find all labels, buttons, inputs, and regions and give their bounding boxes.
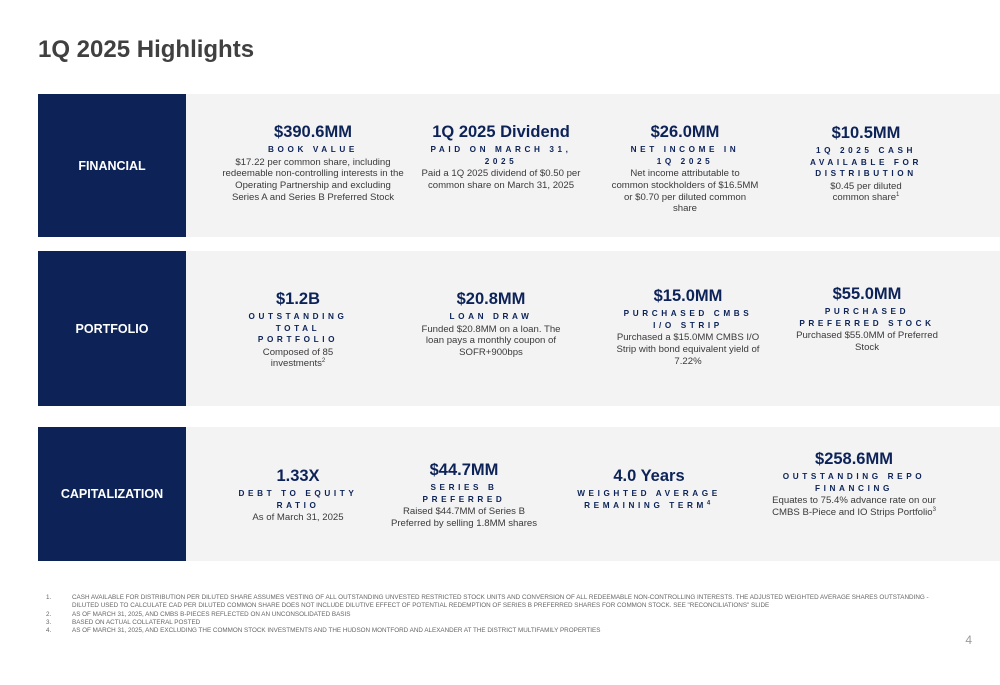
metric-label: DEBT TO EQUITY RATIO [238,489,358,510]
metric-cmbs-io-strip [606,286,770,367]
metric-label: PAID ON MARCH 31, 2025 [430,145,572,166]
footnote-item [46,627,946,635]
metric-description-text: Composed of 85 investments [262,346,334,370]
footnote-text: BASED ON ACTUAL COLLATERAL POSTED [72,618,201,626]
metric-value: $15.0MM [653,287,723,305]
metric-value: $1.2B [275,290,321,308]
page-title: 1Q 2025 Highlights [38,36,255,63]
portfolio-row [38,251,1000,406]
metric-description: Purchased $55.0MM of Preferred Stock [796,330,938,353]
financial-row [38,94,1000,237]
metric-label: OUTSTANDING REPO FINANCING [782,472,926,493]
metric-label: OUTSTANDING TOTAL PORTFOLIO [248,312,348,344]
metric-value: $44.7MM [429,461,499,479]
footnote-number: 1. [46,594,52,601]
page-number: 4 [965,633,972,647]
capitalization-row [38,427,1000,561]
metric-description: Paid a 1Q 2025 dividend of $0.50 per common share on March 31, 2025 [421,168,581,191]
metric-label: NET INCOME IN 1Q 2025 [630,145,740,166]
metric-description-text: Equates to 75.4% advance rate on our CMBS B-Piece and IO Strips Portfolio [772,495,936,518]
metric-value: 1Q 2025 Dividend [432,123,570,141]
metric-net-income [603,122,767,215]
footnote-text: CASH AVAILABLE FOR DISTRIBUTION PER DILUTED SHARE ASSUMES VESTING OF ALL OUTSTANDING UNVESTED RESTRICTED STOCK UNITS AND CONVERSION OF ALL REDEEMABLE NON-CONTROLLING INTERESTS. THE ADJUSTED WEIGHTED AVERAGE SHARES OUTSTANDING - DILUTED USED TO CALCULATE CAD PER DILUTED COMMON SHARE DOES NOT INCLUDE DILUTIVE EFFECT OF POTENTIAL REDEMPTION OF SERIES B PREFERRED SHARES FOR COMMON STOCK. SEE "RECONCILIATIONS" SLIDE [72,594,929,610]
metric-preferred-stock [786,284,948,354]
metric-description [233,347,363,371]
metric-description [781,181,951,205]
metric-total-portfolio [233,289,363,370]
footnote-item [46,619,946,627]
footnote-text: AS OF MARCH 31, 2025, AND EXCLUDING THE COMMON STOCK INVESTMENTS AND THE HUDSON MONTFORD AND ALEXANDER AT THE DISTRICT MULTIFAMILY PROPERTIES [72,627,601,635]
metric-label-text: WEIGHTED AVERAGE REMAINING TERM [577,489,721,510]
metric-value: $20.8MM [456,290,526,308]
metric-description-text: $0.45 per diluted common share [830,180,902,204]
metric-value: $10.5MM [831,124,901,142]
metric-description: Raised $44.7MM of Series B Preferred by selling 1.8MM shares [390,506,538,529]
footnote-number: 3. [46,618,52,626]
footnotes [46,594,946,635]
row-label-capitalization: CAPITALIZATION [38,427,186,561]
metric-value: $26.0MM [650,123,720,141]
footnote-number: 4. [46,627,52,635]
metric-label: LOAN DRAW [449,312,533,321]
footnote-ref: 2 [321,358,326,365]
footnote-item [46,594,946,611]
metric-repo-financing [770,449,938,519]
footnote-text: AS OF MARCH 31, 2025, AND CMBS B-PIECES REFLECTED ON AN UNCONSOLIDATED BASIS [72,610,351,618]
metric-description: Purchased a $15.0MM CMBS I/O Strip with bond equivalent yield of 7.22% [616,332,760,367]
metric-label: PURCHASED CMBS I/O STRIP [623,309,753,330]
metric-debt-to-equity [218,466,378,524]
metric-value: 4.0 Years [613,467,685,485]
footnote-ref: 4 [706,499,714,506]
metric-description: Net income attributable to common stockholders of $16.5MM or $0.70 per diluted common share [611,168,759,215]
footnote-number: 2. [46,610,52,618]
metric-weighted-term [564,466,734,511]
metric-label [564,488,734,511]
footnote-item [46,611,946,619]
footnote-ref: 3 [932,506,936,513]
metric-book-value [221,122,405,204]
metric-label: BOOK VALUE [268,145,358,154]
footnote-ref: 1 [896,192,900,199]
row-label-financial: FINANCIAL [38,94,186,237]
metric-description: Funded $20.8MM on a loan. The loan pays a monthly coupon of SOFR+900bps [421,323,561,359]
metric-value: $55.0MM [832,285,902,303]
metric-description [770,495,938,519]
metric-description: As of March 31, 2025 [252,512,344,523]
metric-description: $17.22 per common share, including redeemable non-controlling interests in the Operating Partnership and excluding Series A and Series B Preferred Stock [222,156,404,203]
metric-loan-draw [414,289,568,359]
metric-label: SERIES B PREFERRED [422,483,506,504]
metric-value: $258.6MM [815,450,893,468]
metric-value: $390.6MM [274,123,352,141]
metric-label: PURCHASED PREFERRED STOCK [799,307,935,328]
metric-label: 1Q 2025 CASH AVAILABLE FOR DISTRIBUTION [810,146,922,178]
row-label-portfolio: PORTFOLIO [38,251,186,406]
metric-value: 1.33X [276,467,320,485]
metric-series-b-preferred [390,460,538,530]
metric-dividend [412,122,590,192]
metric-cad [781,123,951,204]
